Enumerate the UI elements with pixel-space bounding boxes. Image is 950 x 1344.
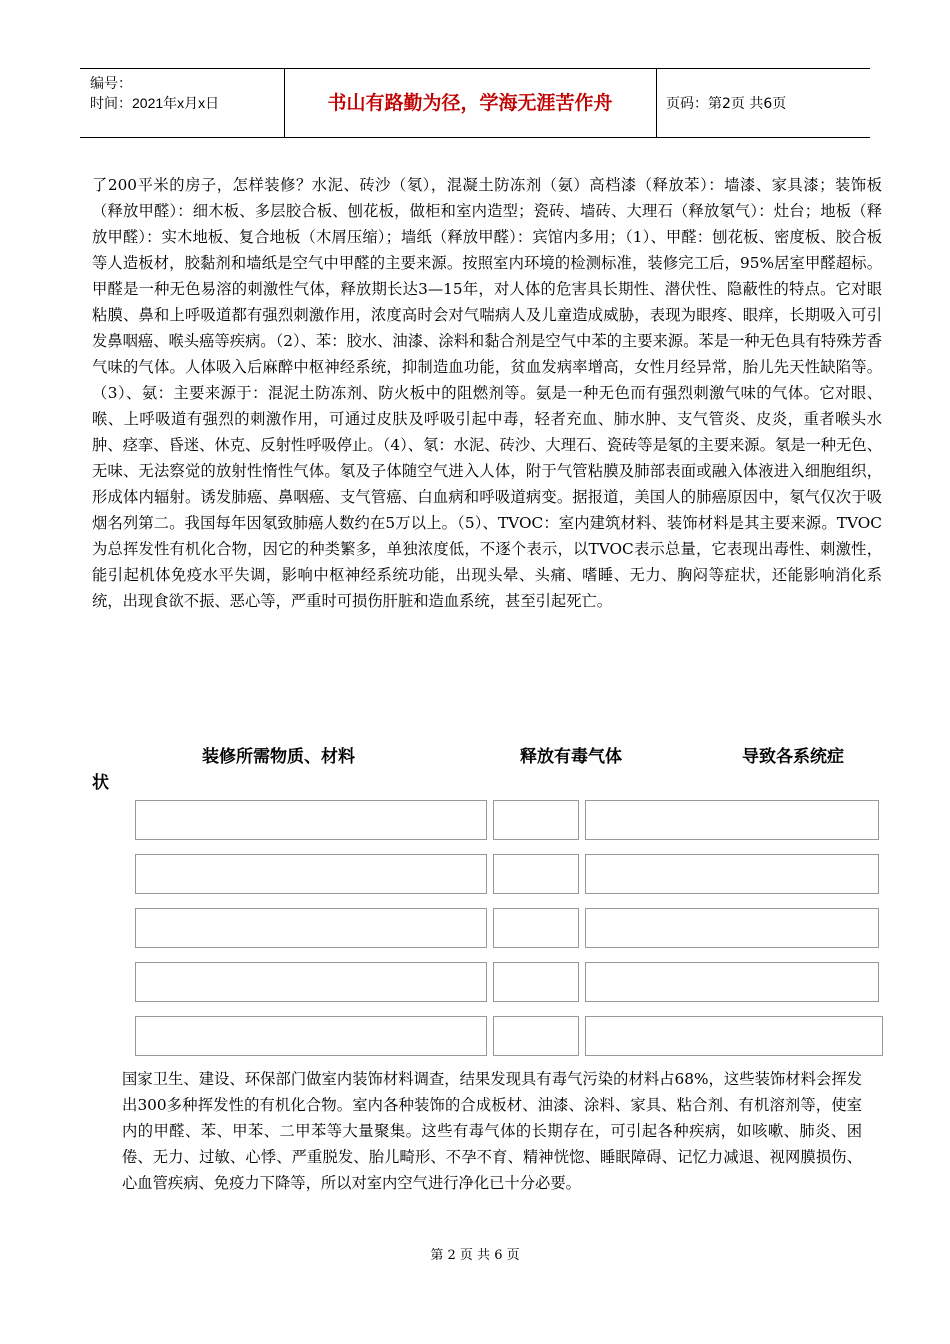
table-cell[interactable] [585, 962, 879, 1002]
table-cell[interactable] [585, 854, 879, 894]
header-motto: 书山有路勤为径，学海无涯苦作舟 [327, 92, 613, 114]
table-cell[interactable] [135, 800, 487, 840]
header-meta [90, 73, 219, 113]
table-cell[interactable] [585, 1016, 883, 1056]
table-cell[interactable] [493, 908, 579, 948]
body-paragraph-2: 国家卫生、建设、环保部门做室内装饰材料调查，结果发现具有毒气污染的材料占68%，这些装饰材料会挥发出300多种挥发性的有机化合物。室内各种装饰的合成板材、油漆、涂料、家具、粘合剂、有机溶剂等，使室内的甲醛、苯、甲苯、二甲苯等大量聚集。这些有毒气体的长期存在，可引起各种疾病，如咳嗽、肺炎、困倦、无力、过敏、心悸、严重脱发、胎儿畸形、不孕不育、精神恍惚、睡眠障碍、记忆力减退、视网膜损伤、心血管疾病、免疫力下降等，所以对室内空气进行净化已十分必要。 [122, 1070, 862, 1192]
table-cell[interactable] [493, 854, 579, 894]
table-cell[interactable] [585, 800, 879, 840]
doc-number-label: 编号： [90, 75, 132, 91]
table-cell[interactable] [493, 1016, 579, 1056]
table-header-symptoms-wrap: 状 [92, 773, 109, 793]
table-cell[interactable] [135, 854, 487, 894]
table-header-gas: 释放有毒气体 [520, 747, 622, 767]
body-paragraph-1: 了200平米的房子，怎样装修？水泥、砖沙（氡），混凝土防冻剂（氨）高档漆（释放苯）：墙漆、家具漆；装饰板（释放甲醛）：细木板、多层胶合板、刨花板，做柜和室内造型；瓷砖、墙砖、大理石（释放氡气）：灶台；地板（释放甲醛）：实木地板、复合地板（木屑压缩）；墙纸（释放甲醛）：宾馆内多用；（1）、甲醛：刨花板、密度板、胶合板等人造板材，胶黏剂和墙纸是空气中甲醛的主要来源。按照室内环境的检测标准，装修完工后，95%居室甲醛超标。甲醛是一种无色易溶的刺激性气体，释放期长达3—15年，对人体的危害具长期性、潜伏性、隐蔽性的特点。它对眼粘膜、鼻和上呼吸道都有强烈刺激作用，浓度高时会对气喘病人及儿童造成威胁，表现为眼疼、眼痒，长期吸入可引发鼻咽癌、喉头癌等疾病。（2）、苯：胶水、油漆、涂料和黏合剂是空气中苯的主要来源。苯是一种无色具有特殊芳香气味的气体。人体吸入后麻醉中枢神经系统，抑制造血功能，贫血发病率增高，女性月经异常，胎儿先天性缺陷等。（3）、氨：主要来源于：混泥土防冻剂、防火板中的阻燃剂等。氨是一种无色而有强烈刺激气味的气体。它对眼、喉、上呼吸道有强烈的刺激作用，可通过皮肤及呼吸引起中毒，轻者充血、肺水肿、支气管炎、皮炎，重者喉头水肿、痉挛、昏迷、休克、反射性呼吸停止。（4）、氡：水泥、砖沙、大理石、瓷砖等是氡的主要来源。氡是一种无色、无味、无法察觉的放射性惰性气体。氡及子体随空气进入人体，附于气管粘膜及肺部表面或融入体液进入细胞组织，形成体内辐射。诱发肺癌、鼻咽癌、支气管癌、白血病和呼吸道病变。据报道，美国人的肺癌原因中，氡气仅次于吸烟名列第二。我国每年因氡致肺癌人数约在5万以上。（5）、TVOC：室内建筑材料、装饰材料是其主要来源。TVOC为总挥发性有机化合物，因它的种类繁多，单独浓度低，不逐个表示，以TVOC表示总量，它表现出毒性、刺激性，能引起机体免疫水平失调，影响中枢神经系统功能，出现头晕、头痛、嗜睡、无力、胸闷等症状，还能影响消化系统，出现食欲不振、恶心等，严重时可损伤肝脏和造血系统，甚至引起死亡。 [92, 176, 882, 610]
table-cell[interactable] [493, 962, 579, 1002]
table-cell[interactable] [493, 800, 579, 840]
page-header [80, 68, 870, 138]
table-cell[interactable] [135, 962, 487, 1002]
table-cell[interactable] [135, 1016, 487, 1056]
header-divider-right [656, 69, 657, 137]
table-header-symptoms: 导致各系统症 [742, 747, 844, 767]
table-header-materials: 装修所需物质、材料 [202, 747, 355, 767]
table-cell[interactable] [585, 908, 879, 948]
doc-time-label: 时间：2021年x月x日 [90, 95, 220, 111]
table-cell[interactable] [135, 908, 487, 948]
page-footer: 第 2 页 共 6 页 [430, 1248, 520, 1263]
header-page-info: 页码：第2页 共6页 [666, 96, 787, 112]
